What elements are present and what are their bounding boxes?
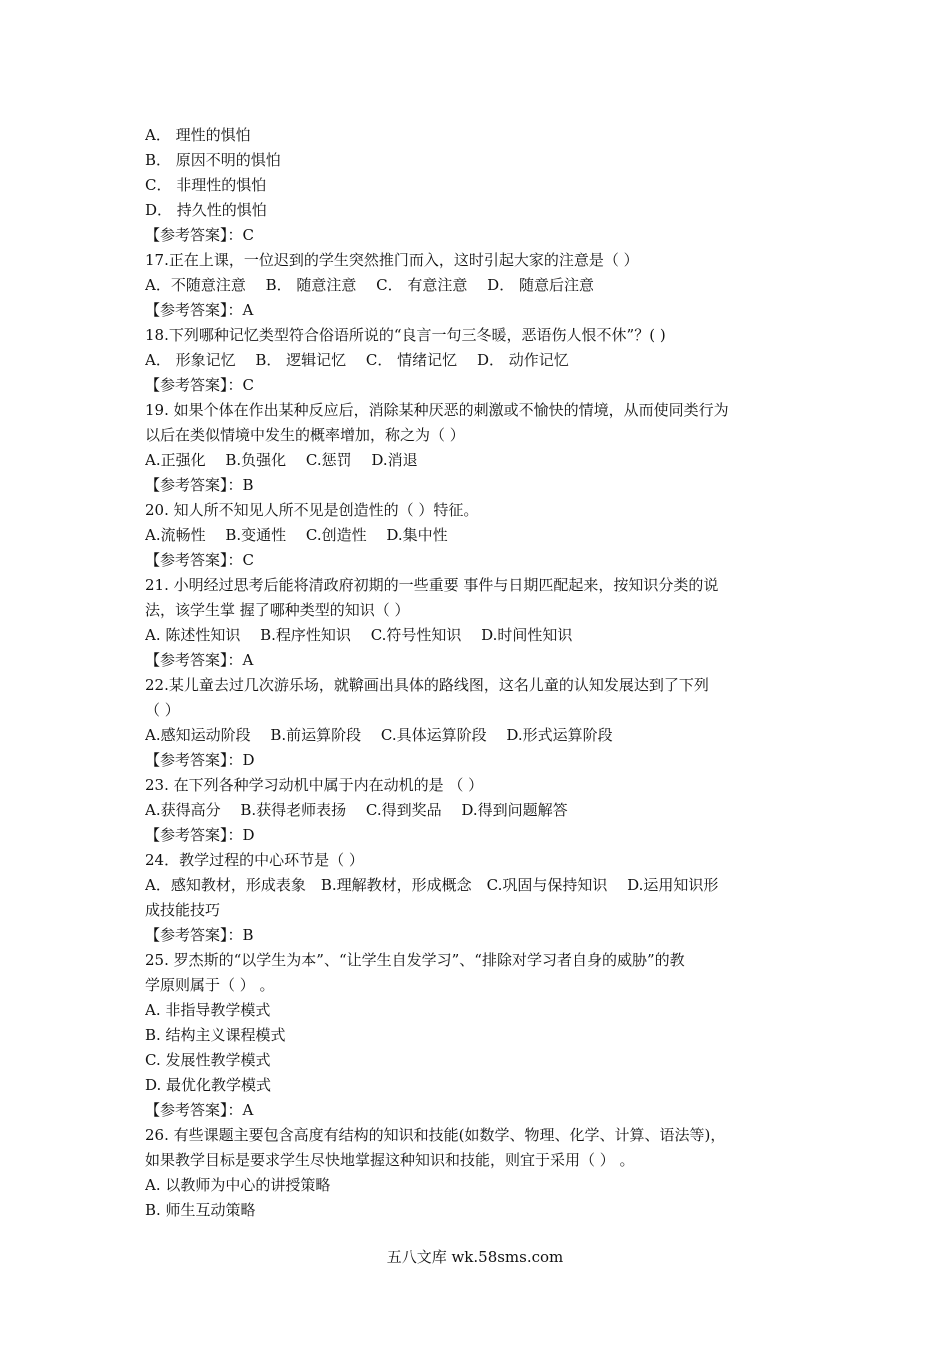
- text-line: 26. 有些课题主要包含高度有结构的知识和技能(如数学、物理、化学、计算、语法等)，: [145, 1126, 726, 1144]
- text-line: 25. 罗杰斯的“以学生为本”、“让学生自发学习”、“排除对学习者自身的威胁”的教: [145, 951, 685, 969]
- text-line: 法，该学生掌 握了哪种类型的知识（ ）: [145, 601, 410, 619]
- text-line: A. 非指导教学模式: [145, 1001, 271, 1019]
- text-line: A. 以教师为中心的讲授策略: [145, 1176, 331, 1194]
- text-line: C． 非理性的惧怕: [145, 176, 267, 194]
- text-line: 【参考答案】：C: [145, 226, 254, 244]
- text-line: B． 原因不明的惧怕: [145, 151, 281, 169]
- text-line: A. 陈述性知识 B.程序性知识 C.符号性知识 D.时间性知识: [145, 626, 573, 644]
- text-line: 【参考答案】：A: [145, 1101, 254, 1119]
- text-line: 19. 如果个体在作出某种反应后，消除某种厌恶的刺激或不愉快的情境，从而使同类行为: [145, 401, 729, 419]
- text-line: A． 形象记忆 B． 逻辑记忆 C． 情绪记忆 D． 动作记忆: [145, 351, 569, 369]
- text-line: A． 理性的惧怕: [145, 126, 251, 144]
- text-line: 如果教学目标是要求学生尽快地掌握这种知识和技能，则宜于采用（ ） 。: [145, 1151, 635, 1169]
- text-line: 【参考答案】：D: [145, 751, 255, 769]
- text-line: 24．教学过程的中心环节是（ ）: [145, 851, 364, 869]
- text-line: 【参考答案】：A: [145, 651, 254, 669]
- text-line: 18.下列哪种记忆类型符合俗语所说的“良言一句三冬暖，恶语伤人恨不休”？( ): [145, 326, 666, 344]
- text-line: 【参考答案】：C: [145, 376, 254, 394]
- text-line: A.获得高分 B.获得老师表扬 C.得到奖品 D.得到问题解答: [145, 801, 568, 819]
- text-line: 学原则属于（ ） 。: [145, 976, 275, 994]
- text-line: 以后在类似情境中发生的概率增加，称之为（ ）: [145, 426, 465, 444]
- text-line: A.流畅性 B.变通性 C.创造性 D.集中性: [145, 526, 448, 544]
- text-line: A．感知教材，形成表象 B.理解教材，形成概念 C.巩固与保持知识 D.运用知识形: [145, 876, 719, 894]
- text-line: （ ）: [145, 701, 180, 719]
- text-line: 【参考答案】：B: [145, 926, 254, 944]
- text-line: A.正强化 B.负强化 C.惩罚 D.消退: [145, 451, 418, 469]
- text-line: A．不随意注意 B． 随意注意 C． 有意注意 D． 随意后注意: [145, 276, 594, 294]
- text-line: C. 发展性教学模式: [145, 1051, 271, 1069]
- text-line: D. 最优化教学模式: [145, 1076, 272, 1094]
- text-line: 17.正在上课，一位迟到的学生突然推门而入，这时引起大家的注意是（ ）: [145, 251, 639, 269]
- text-line: 21. 小明经过思考后能将清政府初期的一些重要 事件与日期匹配起来，按知识分类的说: [145, 576, 719, 594]
- text-line: 22.某儿童去过几次游乐场，就鞥画出具体的路线图，这名儿童的认知发展达到了下列: [145, 676, 709, 694]
- text-line: 【参考答案】：A: [145, 301, 254, 319]
- text-line: A.感知运动阶段 B.前运算阶段 C.具体运算阶段 D.形式运算阶段: [145, 726, 613, 744]
- question-content: [145, 123, 815, 1223]
- text-line: B. 师生互动策略: [145, 1201, 256, 1219]
- text-line: 【参考答案】：B: [145, 476, 254, 494]
- text-line: 【参考答案】：D: [145, 826, 255, 844]
- text-line: D． 持久性的惧怕: [145, 201, 267, 219]
- text-line: 23. 在下列各种学习动机中属于内在动机的是 （ ）: [145, 776, 484, 794]
- text-line: 【参考答案】：C: [145, 551, 254, 569]
- text-line: 成技能技巧: [145, 901, 221, 919]
- page-footer: 五八文库 wk.58sms.com: [386, 1248, 564, 1266]
- text-line: B. 结构主义课程模式: [145, 1026, 286, 1044]
- text-line: 20. 知人所不知见人所不见是创造性的（ ）特征。: [145, 501, 479, 519]
